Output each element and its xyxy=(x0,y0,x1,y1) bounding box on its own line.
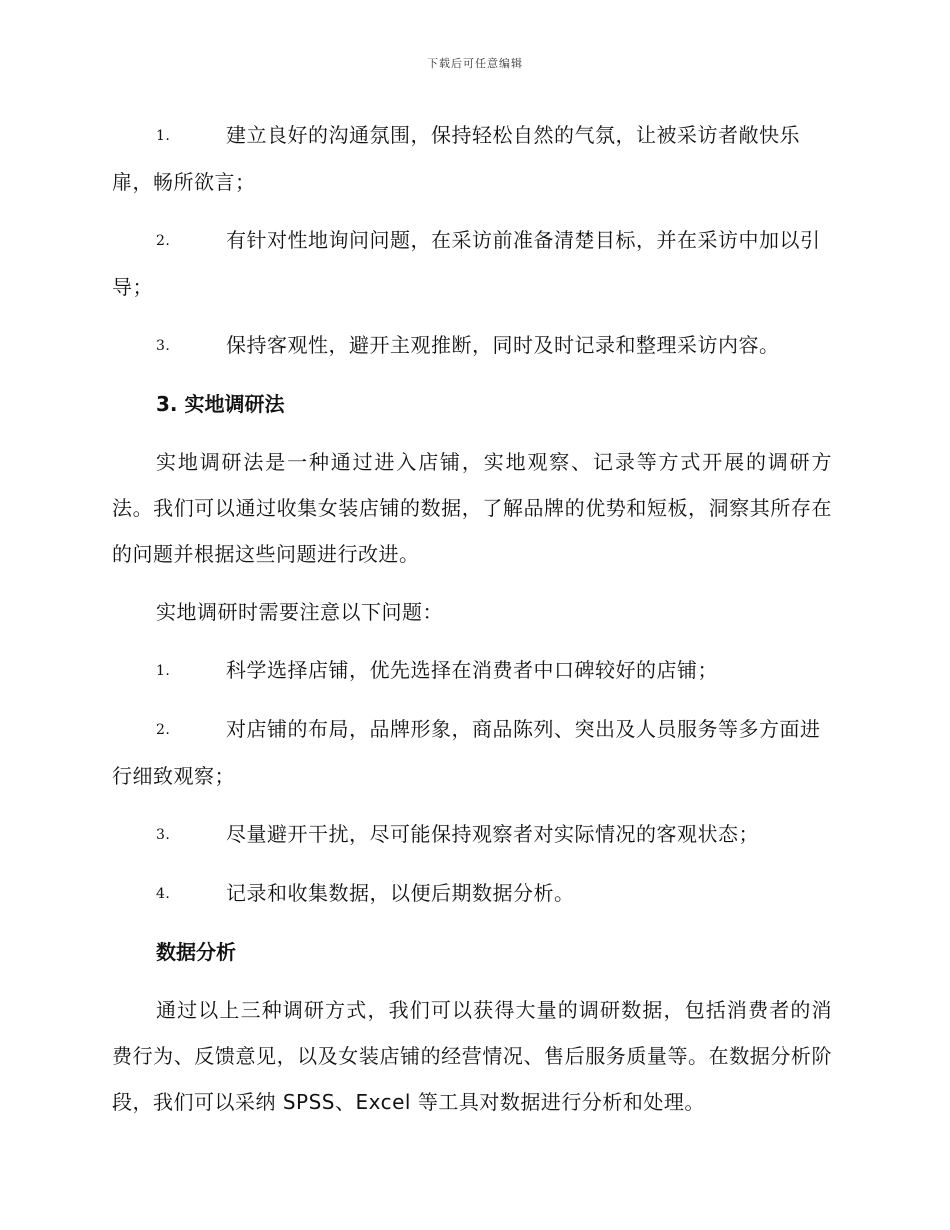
list-number: 4. xyxy=(156,886,171,902)
list-number: 2. xyxy=(156,722,171,738)
document-body xyxy=(112,112,832,1137)
paragraph-field-note-lead: 实地调研时需要注意以下问题： xyxy=(156,600,443,624)
list-item xyxy=(112,647,832,694)
header-note: 下载后可任意编辑 xyxy=(427,57,523,70)
list-item xyxy=(112,217,832,310)
list-text: 有针对性地询问问题，在采访前准备清楚目标，并在采访中加以引导； xyxy=(112,228,821,299)
list-item xyxy=(112,706,832,799)
list-item xyxy=(112,112,832,205)
list-text: 对店铺的布局，品牌形象，商品陈列、突出及人员服务等多方面进行细致观察； xyxy=(112,717,821,788)
section-heading-data-analysis: 数据分析 xyxy=(156,940,236,964)
list-item xyxy=(112,322,832,369)
list-text: 科学选择店铺，优先选择在消费者中口碑较好的店铺； xyxy=(226,658,718,682)
list-text: 尽量避开干扰，尽可能保持观察者对实际情况的客观状态； xyxy=(226,822,759,846)
list-number: 1. xyxy=(156,128,171,144)
list-text: 保持客观性，避开主观推断，同时及时记录和整理采访内容。 xyxy=(226,333,780,357)
list-item xyxy=(112,870,832,917)
list-text: 记录和收集数据，以便后期数据分析。 xyxy=(226,881,575,905)
list-number: 1. xyxy=(156,663,171,679)
list-number: 2. xyxy=(156,233,171,249)
list-number: 3. xyxy=(156,827,171,843)
section-heading-field-research: 3. 实地调研法 xyxy=(156,392,285,416)
list-number: 3. xyxy=(156,338,171,354)
list-text: 建立良好的沟通氛围，保持轻松自然的气氛，让被采访者敞快乐扉，畅所欲言； xyxy=(112,123,800,194)
paragraph-field-intro: 实地调研法是一种通过进入店铺，实地观察、记录等方式开展的调研方法。我们可以通过收集女装店铺的数据，了解品牌的优势和短板，洞察其所存在的问题并根据这些问题进行改进。 xyxy=(112,450,832,566)
list-item xyxy=(112,811,832,858)
paragraph-data-analysis: 通过以上三种调研方式，我们可以获得大量的调研数据，包括消费者的消费行为、反馈意见，以及女装店铺的经营情况、售后服务质量等。在数据分析阶段，我们可以采纳 SPSS、Excel 等工具对数据进行分析和处理。 xyxy=(112,998,832,1114)
